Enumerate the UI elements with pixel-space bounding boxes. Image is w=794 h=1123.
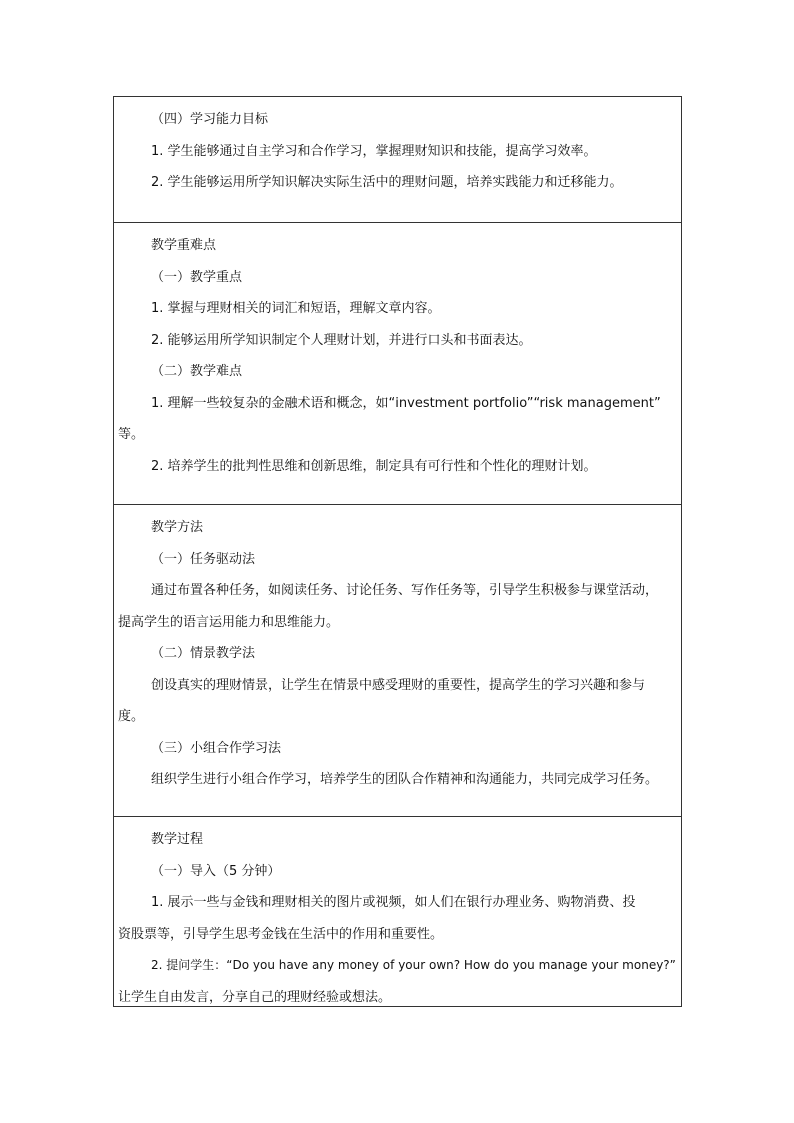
paragraph-line: 组织学生进行小组合作学习，培养学生的团队合作精神和沟通能力，共同完成学习任务。 xyxy=(151,772,659,787)
subsection-heading: （三）小组合作学习法 xyxy=(151,740,282,756)
paragraph-line: 1. 掌握与理财相关的词汇和短语，理解文章内容。 xyxy=(151,301,441,316)
subsection-heading: （一）导入（5 分钟） xyxy=(151,863,281,879)
subsection-heading: （二）情景教学法 xyxy=(151,646,256,661)
section-heading: 教学方法 xyxy=(151,520,204,535)
paragraph-line: 2. 提问学生：“Do you have any money of your own? How do you manage your money?” xyxy=(151,958,676,972)
paragraph-line-continued: 资股票等，引导学生思考金钱在生活中的作用和重要性。 xyxy=(118,926,444,942)
paragraph-line: 通过布置各种任务，如阅读任务、讨论任务、写作任务等，引导学生积极参与课堂活动， xyxy=(151,583,659,598)
paragraph-line: 1. 展示一些与金钱和理财相关的图片或视频，如人们在银行办理业务、购物消费、投 xyxy=(151,895,636,910)
paragraph-line: 2. 学生能够运用所学知识解决实际生活中的理财问题，培养实践能力和迁移能力。 xyxy=(151,175,623,190)
section-heading: （四）学习能力目标 xyxy=(151,112,269,127)
paragraph-line: 2. 培养学生的批判性思维和创新思维，制定具有可行性和个性化的理财计划。 xyxy=(151,458,597,474)
teaching-methods-cell xyxy=(114,505,681,817)
paragraph-line-continued: 让学生自由发言，分享自己的理财经验或想法。 xyxy=(118,989,392,1005)
paragraph-line: 创设真实的理财情景，让学生在情景中感受理财的重要性，提高学生的学习兴趣和参与 xyxy=(151,677,646,693)
section-heading: 教学重难点 xyxy=(151,238,217,253)
paragraph-line: 1. 理解一些较复杂的金融术语和概念，如“investment portfolio”“risk management” xyxy=(151,395,661,411)
paragraph-line: 1. 学生能够通过自主学习和合作学习，掌握理财知识和技能，提高学习效率。 xyxy=(151,143,597,159)
lesson-plan-table xyxy=(113,96,682,1007)
paragraph-line: 2. 能够运用所学知识制定个人理财计划，并进行口头和书面表达。 xyxy=(151,332,532,348)
paragraph-line-continued: 等。 xyxy=(118,427,145,442)
teaching-process-cell xyxy=(114,817,681,1007)
paragraph-line-continued: 提高学生的语言运用能力和思维能力。 xyxy=(118,614,340,630)
key-difficult-points-cell xyxy=(114,223,681,505)
subsection-heading: （二）教学难点 xyxy=(151,364,243,379)
learning-ability-goals-cell xyxy=(114,97,681,223)
subsection-heading: （一）教学重点 xyxy=(151,269,243,285)
paragraph-line-continued: 度。 xyxy=(118,709,145,724)
section-heading: 教学过程 xyxy=(151,832,204,847)
subsection-heading: （一）任务驱动法 xyxy=(151,551,256,567)
